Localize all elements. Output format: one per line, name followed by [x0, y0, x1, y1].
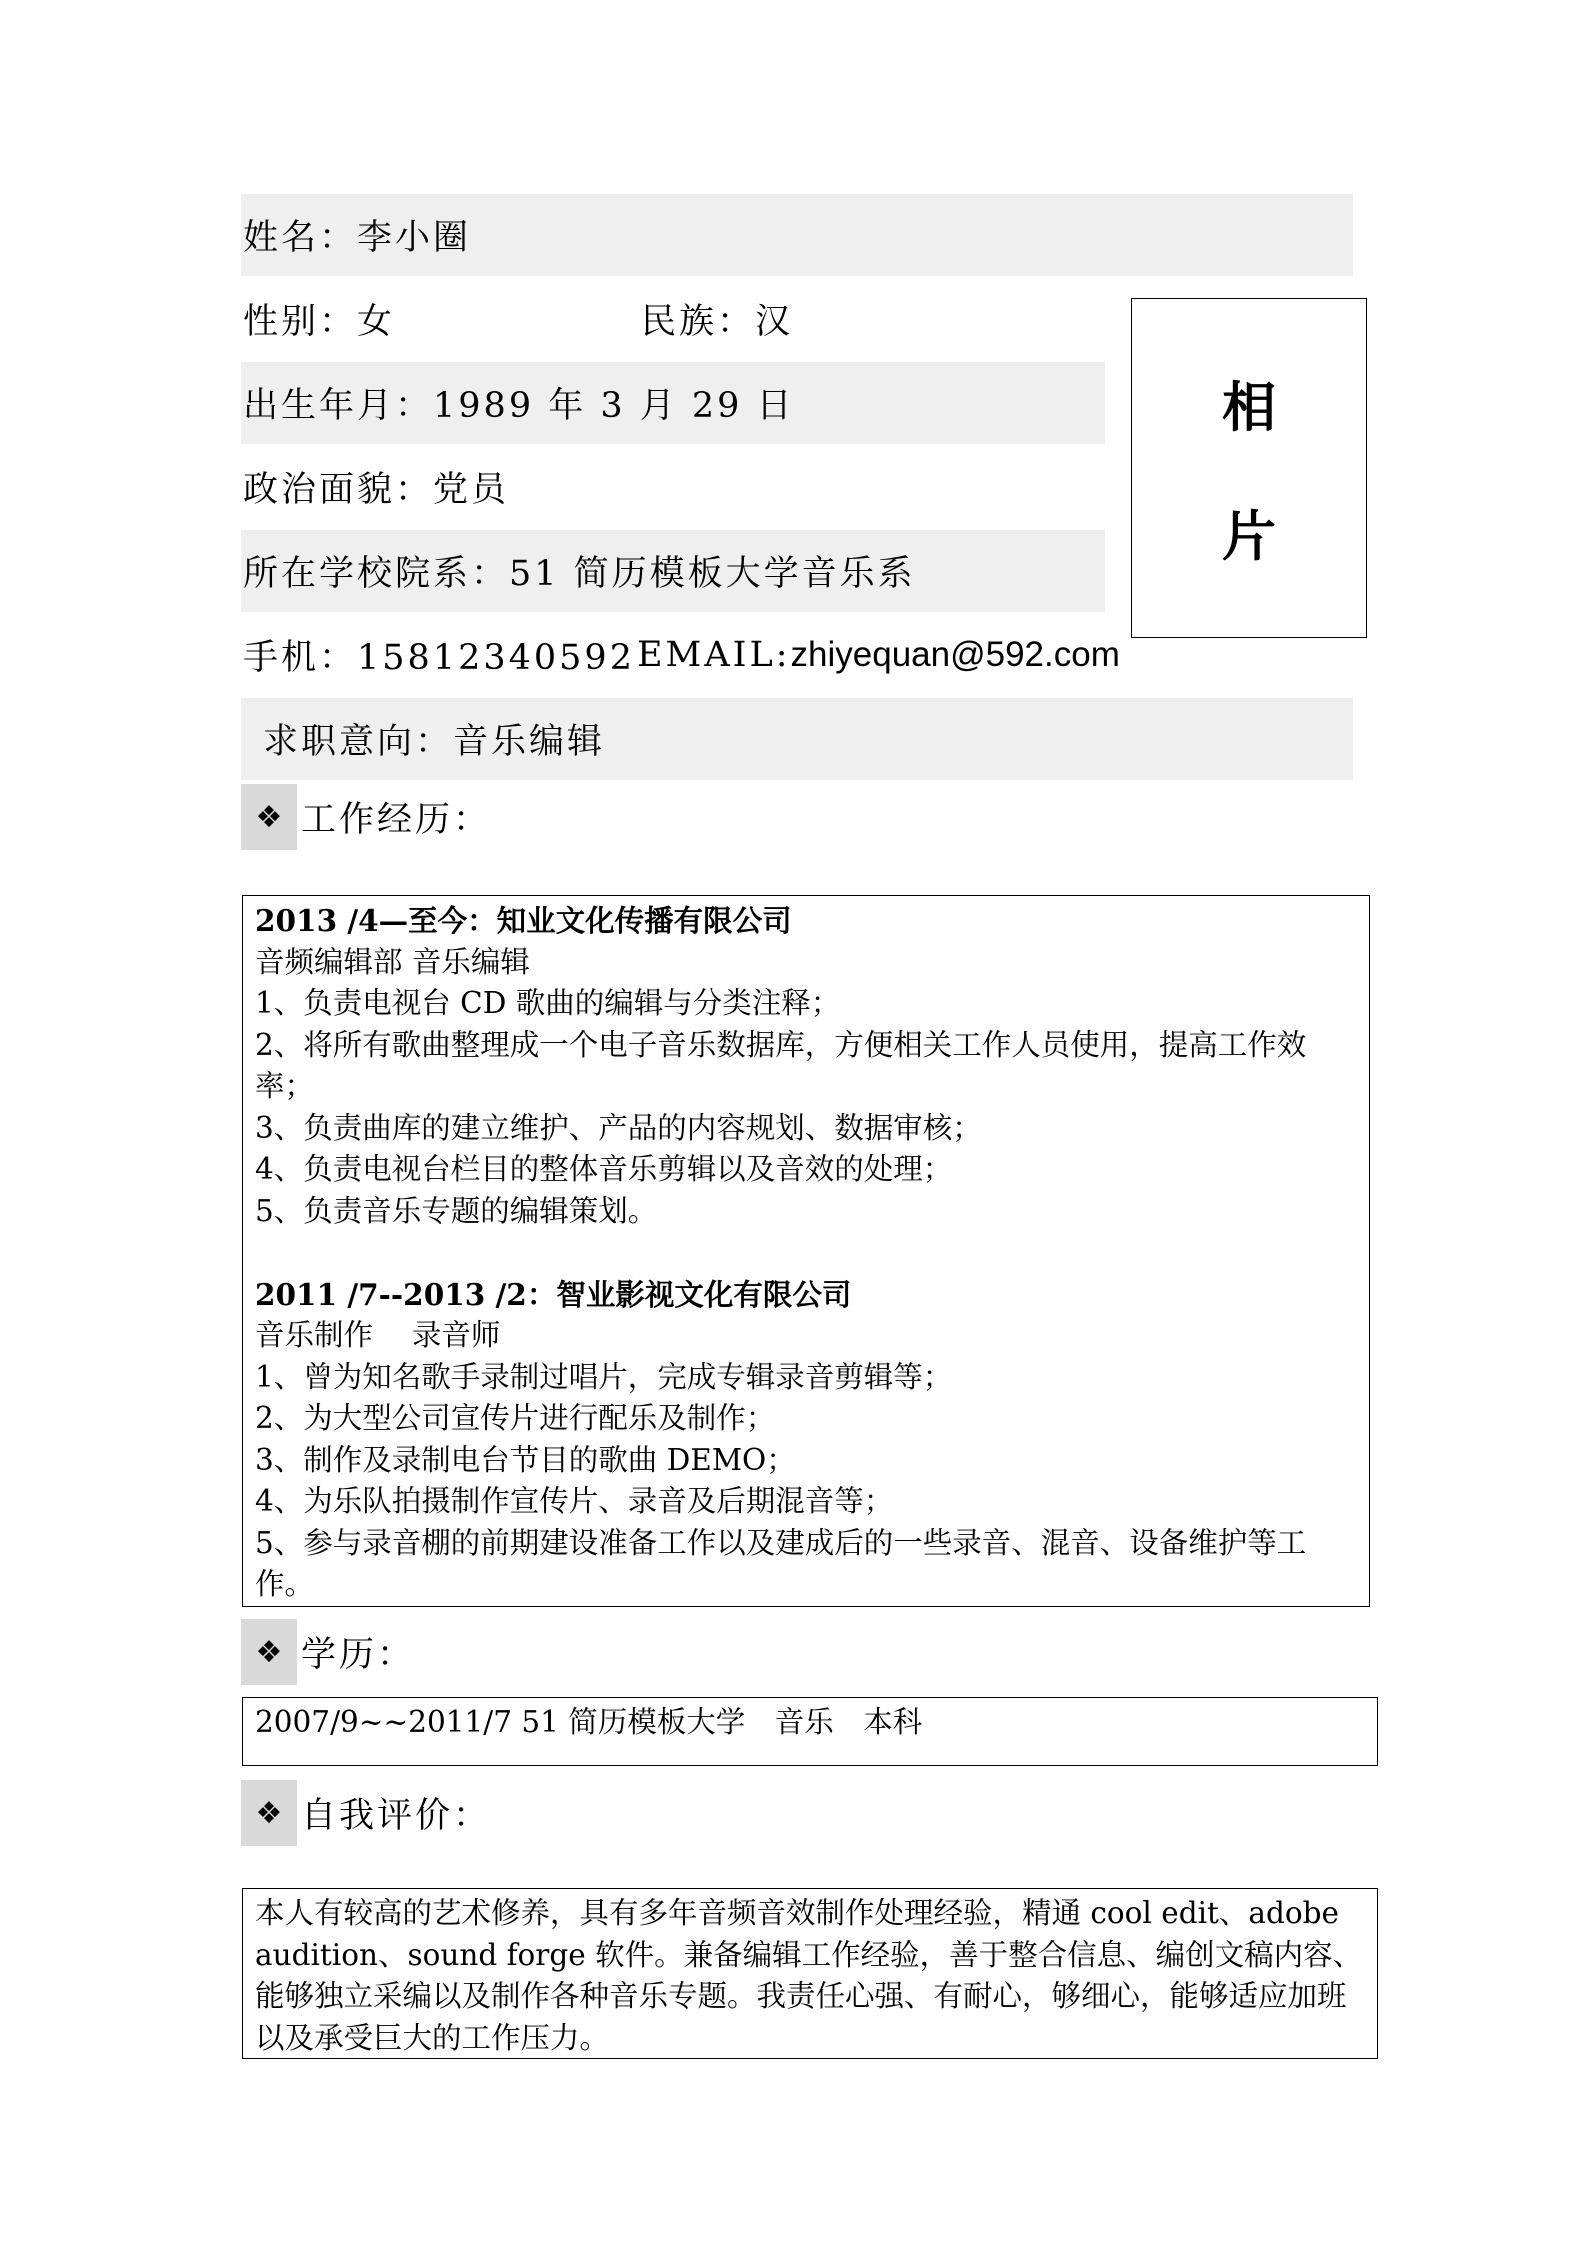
education-section-heading [241, 1619, 415, 1685]
diamond-bullet-icon: ❖ [241, 784, 297, 850]
job-header: 2011 /7--2013 /2：智业影视文化有限公司 [255, 1276, 852, 1312]
email-field [637, 635, 1120, 675]
job-duty: 5、参与录音棚的前期建设准备工作以及建成后的一些录音、混音、设备维护等工作。 [255, 1525, 1307, 1601]
school-value: 51 简历模板大学音乐系 [509, 554, 916, 594]
birth-label: 出生年月： [243, 386, 434, 426]
spacer [255, 1232, 1357, 1274]
birth-row [241, 362, 1105, 444]
phone-value: 15812340592 [357, 638, 635, 678]
name-label: 姓名： [243, 218, 358, 258]
political-value: 党员 [433, 470, 510, 510]
ethnicity-value: 汉 [755, 302, 794, 342]
photo-char-1: 相 [1222, 375, 1276, 439]
job-duty: 3、制作及录制电台节目的歌曲 DEMO； [255, 1442, 796, 1477]
job-duty: 2、为大型公司宣传片进行配乐及制作； [255, 1401, 776, 1435]
work-experience-box [242, 895, 1370, 1607]
school-row [241, 530, 1105, 612]
name-row [241, 194, 1353, 276]
job-header: 2013 /4—至今：知业文化传播有限公司 [255, 903, 792, 938]
political-row [241, 446, 509, 528]
diamond-bullet-icon: ❖ [241, 1780, 297, 1846]
job-duty: 2、将所有歌曲整理成一个电子音乐数据库，方便相关工作人员使用，提高工作效率； [255, 1027, 1307, 1103]
gender-label: 性别： [243, 302, 358, 342]
work-section-title: 工作经历： [301, 800, 492, 840]
photo-placeholder [1131, 298, 1367, 638]
job-duty: 4、负责电视台栏目的整体音乐剪辑以及音效的处理； [255, 1152, 953, 1186]
ethnicity-field [641, 294, 793, 344]
diamond-bullet-icon: ❖ [241, 1619, 297, 1685]
job-duty: 3、负责曲库的建立维护、产品的内容规划、数据审核； [255, 1110, 982, 1145]
self-evaluation-section-heading [241, 1780, 491, 1846]
gender-field [241, 294, 641, 344]
gender-ethnicity-row [241, 278, 793, 360]
objective-row [241, 698, 1353, 780]
email-value: zhiyequan@592.com [790, 635, 1120, 674]
objective-value: 音乐编辑 [453, 722, 606, 762]
work-section-heading [241, 784, 491, 850]
ethnicity-label: 民族： [641, 302, 756, 342]
education-entry: 2007/9~~2011/7 51 简历模板大学 音乐 本科 [255, 1705, 923, 1739]
education-box [242, 1697, 1378, 1766]
self-evaluation-text: 本人有较高的艺术修养，具有多年音频音效制作处理经验，精通 cool edit、adobe audition、sound forge 软件。兼备编辑工作经验，善于整合信息、编创文稿内容、能够独立采编以及制作各种音乐专题。我责任心强、有耐心，够细心，能够适应加班以及承受巨大的工作压力。 [255, 1896, 1363, 2055]
job-role: 音乐制作 录音师 [255, 1318, 501, 1352]
phone-field [241, 630, 637, 680]
email-label: EMAIL: [637, 635, 791, 675]
self-evaluation-section-title: 自我评价： [301, 1796, 492, 1836]
photo-char-2: 片 [1222, 504, 1276, 568]
objective-label: 求职意向： [263, 722, 454, 762]
job-duty: 1、负责电视台 CD 歌曲的编辑与分类注释； [255, 986, 841, 1020]
school-label: 所在学校院系： [243, 554, 510, 594]
education-section-title: 学历： [301, 1635, 416, 1675]
job-duty: 5、负责音乐专题的编辑策划。 [255, 1193, 658, 1228]
contact-row [241, 614, 1120, 696]
name-value: 李小圈 [357, 218, 472, 258]
phone-label: 手机： [243, 638, 358, 678]
self-evaluation-box [242, 1888, 1378, 2059]
political-label: 政治面貌： [243, 470, 434, 510]
birth-value: 1989 年 3 月 29 日 [433, 386, 795, 426]
gender-value: 女 [357, 302, 396, 342]
job-duty: 1、曾为知名歌手录制过唱片，完成专辑录音剪辑等； [255, 1359, 953, 1394]
job-role: 音频编辑部 音乐编辑 [255, 944, 530, 979]
job-duty: 4、为乐队拍摄制作宣传片、录音及后期混音等； [255, 1484, 894, 1518]
